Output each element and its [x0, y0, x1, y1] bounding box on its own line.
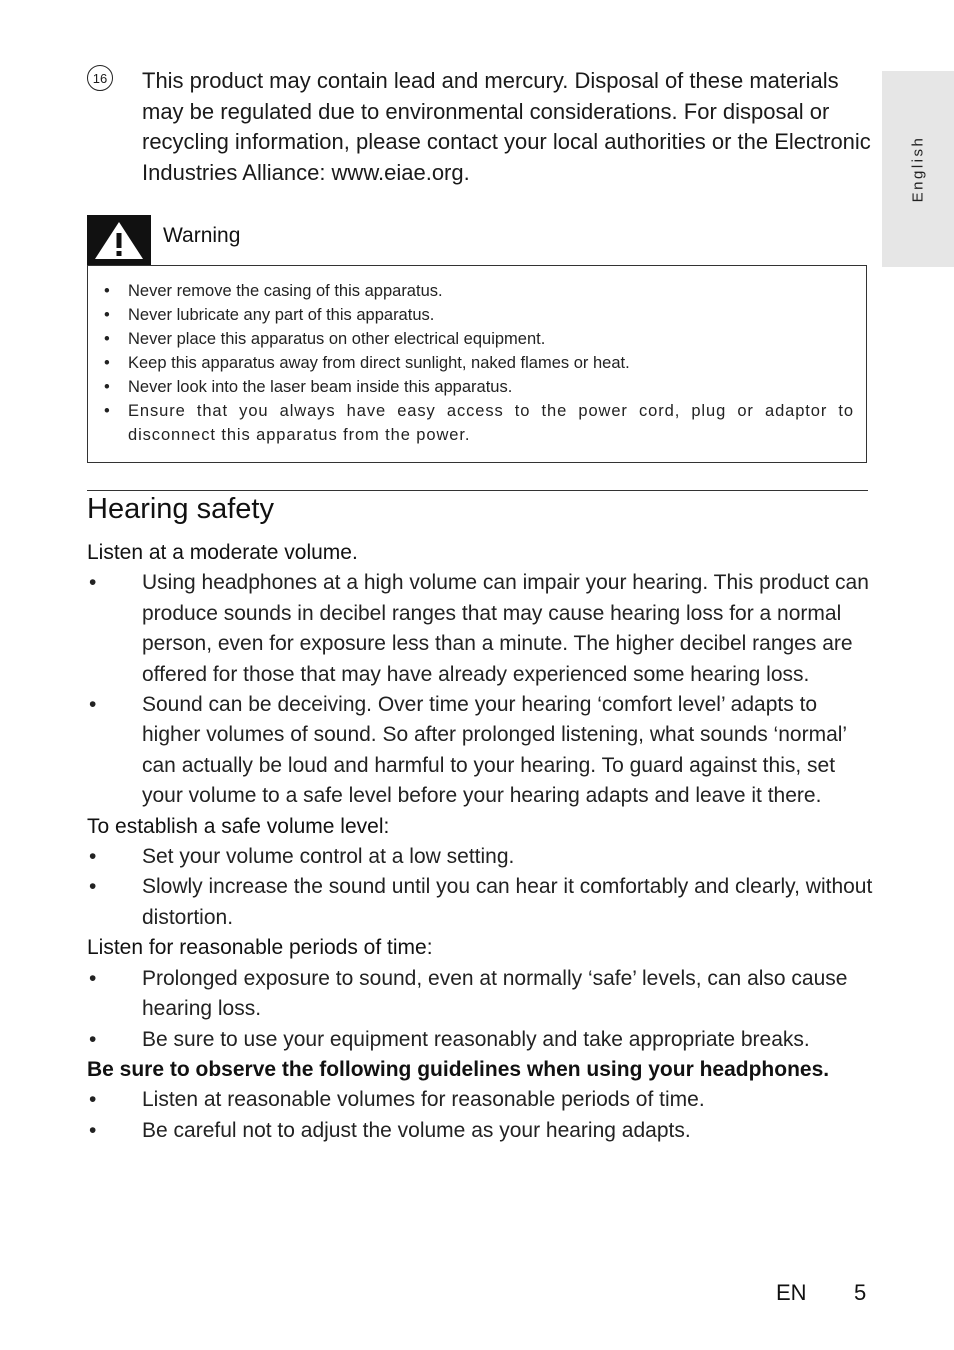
group-heading: Listen for reasonable periods of time: — [87, 936, 433, 960]
warning-item: • Never place this apparatus on other electrical equipment. — [104, 330, 546, 348]
list-item: • Slowly increase the sound until you can hear it comfortably and clearly, without distortion. — [89, 875, 873, 929]
group-heading-bold: Be sure to observe the following guidelines when using your headphones. — [87, 1057, 830, 1081]
list-item: • Listen at reasonable volumes for reasonable periods of time. — [89, 1088, 705, 1112]
bullet-list — [87, 842, 877, 933]
warning-item: • Never lubricate any part of this apparatus. — [104, 306, 435, 324]
item-16-text: This product may contain lead and mercury. Disposal of these materials may be regulated due to environmental considerations. For disposal or recycling information, please contact your local authorities or the Electronic Industries Alliance: www.eiae.org. — [142, 68, 871, 185]
list-item: • Be careful not to adjust the volume as your hearing adapts. — [89, 1118, 691, 1142]
list-item: • Prolonged exposure to sound, even at normally ‘safe’ levels, can also cause hearing loss. — [89, 966, 848, 1021]
list-item: • Using headphones at a high volume can impair your hearing. This product can produce sounds in decibel ranges that may cause hearing loss for a normal person, even for exposure less than a minute. The higher decibel ranges are offered for those that may have already experienced some hearing loss. — [89, 571, 869, 686]
language-tab — [882, 71, 954, 267]
warning-item: • Ensure that you always have easy access to the power cord, plug or adaptor to disconnect this apparatus from the power. — [104, 402, 854, 444]
item-16 — [87, 62, 877, 188]
bullet-list — [87, 568, 877, 811]
warning-item: • Keep this apparatus away from direct sunlight, naked flames or heat. — [104, 354, 630, 372]
warning-title: Warning — [163, 224, 241, 247]
section-title: Hearing safety — [87, 493, 274, 525]
warning-list — [88, 266, 866, 447]
list-item: • Sound can be deceiving. Over time your hearing ‘comfort level’ adapts to higher volumes of sound. So after prolonged listening, what sounds ‘normal’ can actually be loud and harmful to your hearing. To guard against this, set your volume to a safe level before your hearing adapts and leave it there. — [89, 693, 847, 808]
warning-item: • Never remove the casing of this apparatus. — [104, 282, 443, 300]
warning-triangle-icon — [87, 215, 151, 265]
bullet-list — [87, 964, 877, 1055]
warning-item: • Never look into the laser beam inside this apparatus. — [104, 378, 513, 396]
language-tab-label: English — [909, 135, 927, 203]
warning-box — [87, 265, 867, 463]
group-heading: To establish a safe volume level: — [87, 814, 390, 838]
warning-header — [87, 215, 507, 265]
bullet-list — [87, 1085, 877, 1146]
group-heading: Listen at a moderate volume. — [87, 541, 358, 564]
list-item: • Set your volume control at a low setting. — [89, 845, 515, 869]
list-item: • Be sure to use your equipment reasonably and take appropriate breaks. — [89, 1027, 810, 1051]
footer-language: EN — [776, 1280, 807, 1305]
page-number: 5 — [854, 1280, 867, 1305]
hearing-safety-body — [87, 538, 877, 1146]
item-16-marker: 16 — [87, 65, 113, 91]
